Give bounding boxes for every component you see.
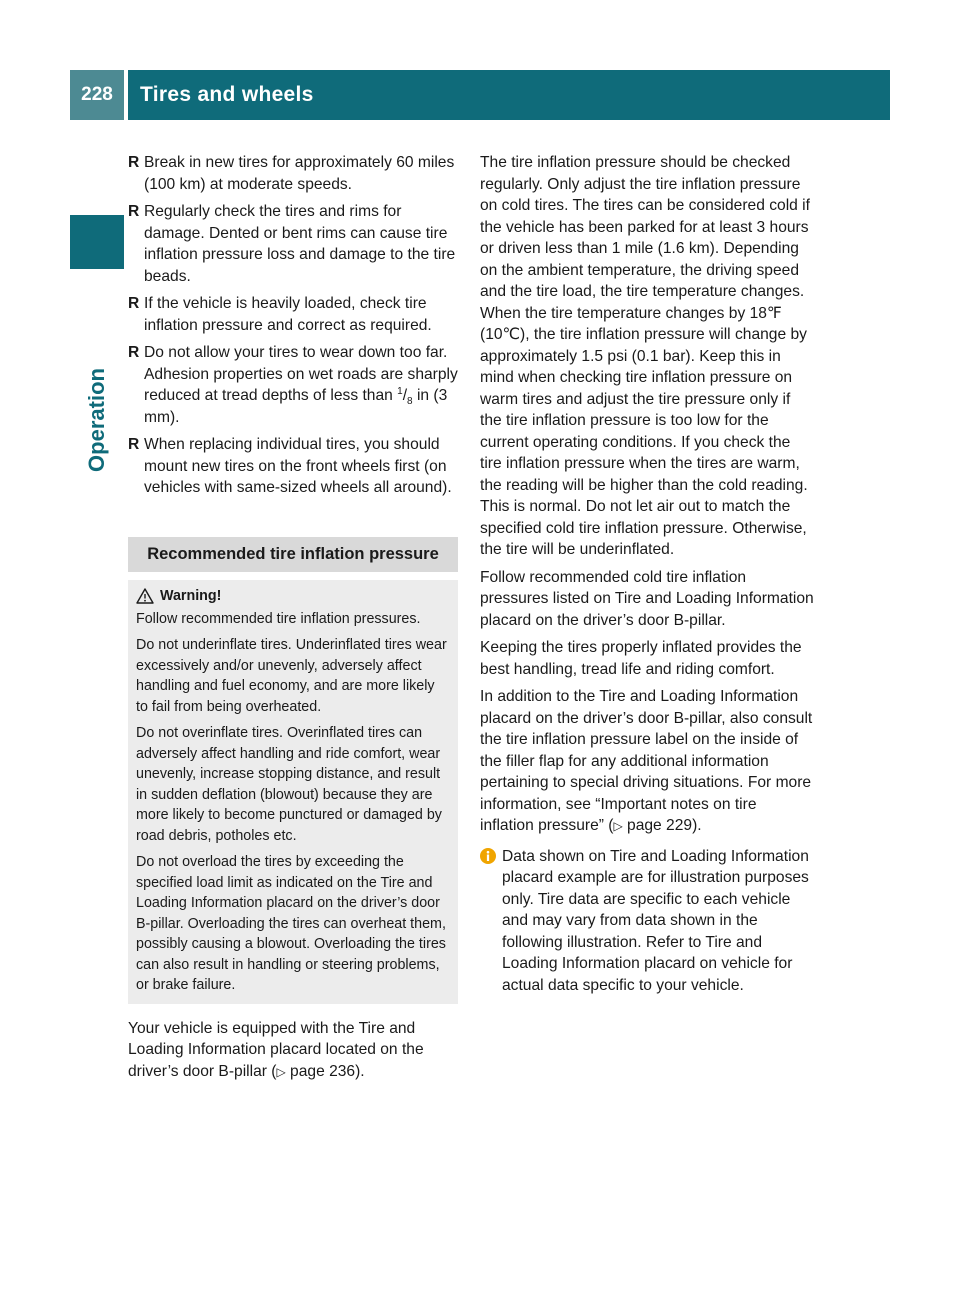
warning-triangle-icon bbox=[136, 588, 154, 604]
info-note bbox=[480, 846, 814, 997]
info-icon bbox=[480, 848, 496, 864]
warning-box bbox=[128, 580, 458, 1004]
page-title: Tires and wheels bbox=[128, 70, 890, 120]
bullet-list bbox=[128, 152, 458, 499]
warning-paragraph: Do not overinflate tires. Overinflated tires can adversely affect handling and ride comfort, wear unevenly, increase stopping distance, and result in sudden deflation (blowout) because they are more likely to become punctured or damaged by road debris, potholes etc. bbox=[136, 725, 442, 844]
fraction-separator: / bbox=[402, 387, 408, 404]
info-note-text: Data shown on Tire and Loading Information placard example are for illustration purposes only. Tire data are specific to each vehicle and may vary from data shown in the following illustration. Refer to Tire and Loading Information placard on vehicle for actual data specific to your vehicle. bbox=[502, 847, 809, 994]
warning-paragraph: Do not underinflate tires. Underinflated tires wear excessively and/or unevenly, adversely affect handling and fuel economy, and are more likely to fail from being overheated. bbox=[136, 637, 447, 715]
warning-paragraph: Do not overload the tires by exceeding the specified load limit as indicated on the Tire and Loading Information placard on the driver’s door B-pillar. Overloading the tires can overheat them, possibly causing a blowout. Overloading the tires can also result in handling or steering problems, or brake failure. bbox=[136, 854, 446, 993]
bullet-mark: R bbox=[128, 436, 140, 453]
list-item: R When replacing individual tires, you should mount new tires on the front wheels first (on vehicles with same-sized wheels all around). bbox=[128, 436, 452, 496]
list-item: R If the vehicle is heavily loaded, check tire inflation pressure and correct as required. bbox=[128, 295, 432, 334]
side-tab-marker bbox=[70, 215, 124, 269]
page-reference: page 229 bbox=[622, 817, 693, 834]
bullet-mark: R bbox=[128, 295, 140, 312]
list-item: R Do not allow your tires to wear down too far. Adhesion properties on wet roads are sharply reduced at tread depths of less than $^1/_8$ in (3 mm). bbox=[128, 344, 458, 426]
page-reference-arrow-icon: ▷ bbox=[613, 819, 623, 833]
warning-paragraph: Follow recommended tire inflation pressures. bbox=[136, 610, 421, 627]
left-column bbox=[128, 152, 458, 1089]
page-reference-arrow-icon: ▷ bbox=[276, 1064, 286, 1079]
bullet-mark: R bbox=[128, 154, 140, 171]
side-tab-label: Operation bbox=[84, 368, 109, 472]
bullet-mark: R bbox=[128, 344, 140, 361]
warning-title: Warning! bbox=[136, 586, 450, 607]
body-paragraph: Your vehicle is equipped with the Tire and Loading Information placard located on the driver’s door B-pillar (▷ page 236). bbox=[128, 1019, 424, 1080]
fraction-numerator: 1 bbox=[397, 385, 403, 397]
fraction-denominator: 8 bbox=[407, 396, 413, 408]
page-reference: page 236 bbox=[285, 1062, 356, 1080]
body-paragraph: Follow recommended cold tire inflation pressures listed on Tire and Loading Information placard on the driver’s door B-pillar. bbox=[480, 568, 814, 629]
bullet-mark: R bbox=[128, 203, 140, 220]
right-column bbox=[480, 152, 814, 996]
section-heading: Recommended tire inflation pressure bbox=[128, 537, 458, 573]
body-paragraph: The tire inflation pressure should be checked regularly. Only adjust the tire inflation pressure on cold tires. The tires can be considered cold if the vehicle has been parked for at least 3 hours or driven less than 1 mile (1.6 km). Depending on the ambient temperature, the driving speed and the tire load, the tire temperature changes. When the tire temperature changes by 18℉ (10℃), the tire inflation pressure will change by approximately 1.5 psi (0.1 bar). Keep this in mind when checking tire inflation pressure on warm tires and adjust the tire pressure only if the tire inflation pressure is too low for the current operating conditions. If you check the tire inflation pressure when the tires are warm, the reading will be higher than the cold reading. This is normal. Do not let air out to match the specified cold tire inflation pressure. Otherwise, the tire will be underinflated. bbox=[480, 154, 810, 558]
body-paragraph: In addition to the Tire and Loading Information placard on the driver’s door B-pillar, also consult the tire inflation pressure label on the inside of the filler flap for any additional information pertaining to special driving situations. For more information, see “Important notes on tire inflation pressure” (▷ page 229). bbox=[480, 688, 813, 834]
page-number: 228 bbox=[70, 70, 124, 120]
body-paragraph: Keeping the tires properly inflated provides the best handling, tread life and riding comfort. bbox=[480, 639, 802, 678]
list-item: R Regularly check the tires and rims for damage. Dented or bent rims can cause tire inflation pressure loss and damage to the tire beads. bbox=[128, 203, 456, 285]
list-item: R Break in new tires for approximately 60 miles (100 km) at moderate speeds. bbox=[128, 154, 455, 193]
